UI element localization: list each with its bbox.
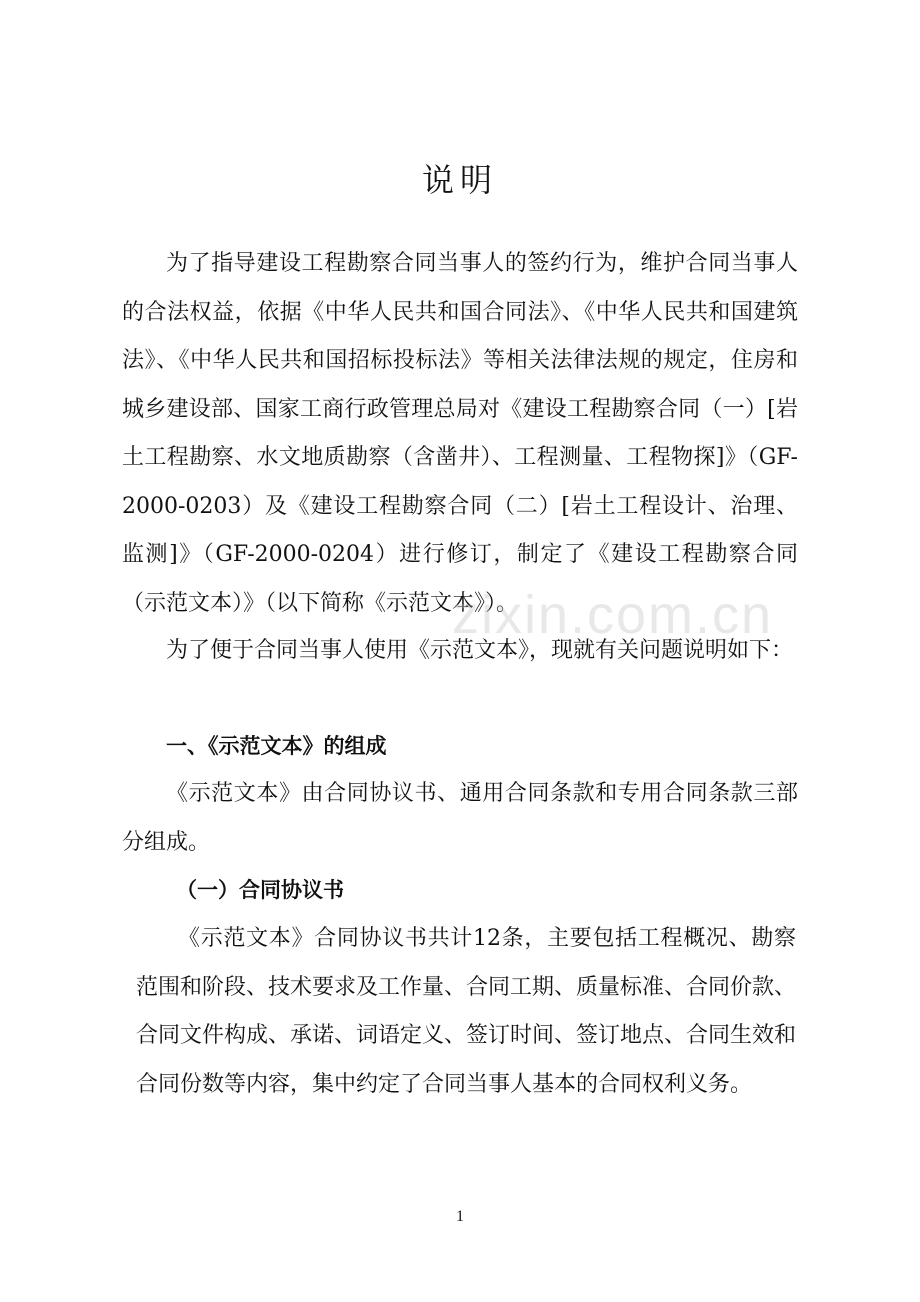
page-number: 1: [456, 1208, 464, 1225]
document-title: 说明: [421, 161, 498, 199]
subsection-paragraph: 《示范文本》合同协议书共计12条，主要包括工程概况、勘察范围和阶段、技术要求及工作量、合同工期、质量标准、合同价款、合同文件构成、承诺、词语定义、签订时间、签订地点、合同生效和合同份数等内容，集中约定了合同当事人基本的合同权利义务。: [136, 926, 797, 1097]
intro-paragraph: 为了指导建设工程勘察合同当事人的签约行为，维护合同当事人的合法权益，依据《中华人民共和国合同法》、《中华人民共和国建筑法》、《中华人民共和国招标投标法》等相关法律法规的规定，住房和城乡建设部、国家工商行政管理总局对《建设工程勘察合同（一）[岩土工程勘察、水文地质勘察（含凿井）、工程测量、工程物探]》（GF-2000-0203）及《建设工程勘察合同（二）[岩土工程设计、治理、监测]》（GF-2000-0204）进行修订，制定了《建设工程勘察合同（示范文本）》（以下简称《示范文本》）。: [122, 251, 798, 616]
section-heading: 一、《示范文本》的组成: [166, 734, 387, 758]
usage-paragraph: 为了便于合同当事人使用《示范文本》，现就有关问题说明如下：: [166, 638, 794, 663]
watermark: zixin.com.cn: [452, 585, 774, 645]
subsection-heading: （一）合同协议书: [176, 878, 344, 902]
section-paragraph: 《示范文本》由合同协议书、通用合同条款和专用合同条款三部分组成。: [122, 781, 798, 855]
